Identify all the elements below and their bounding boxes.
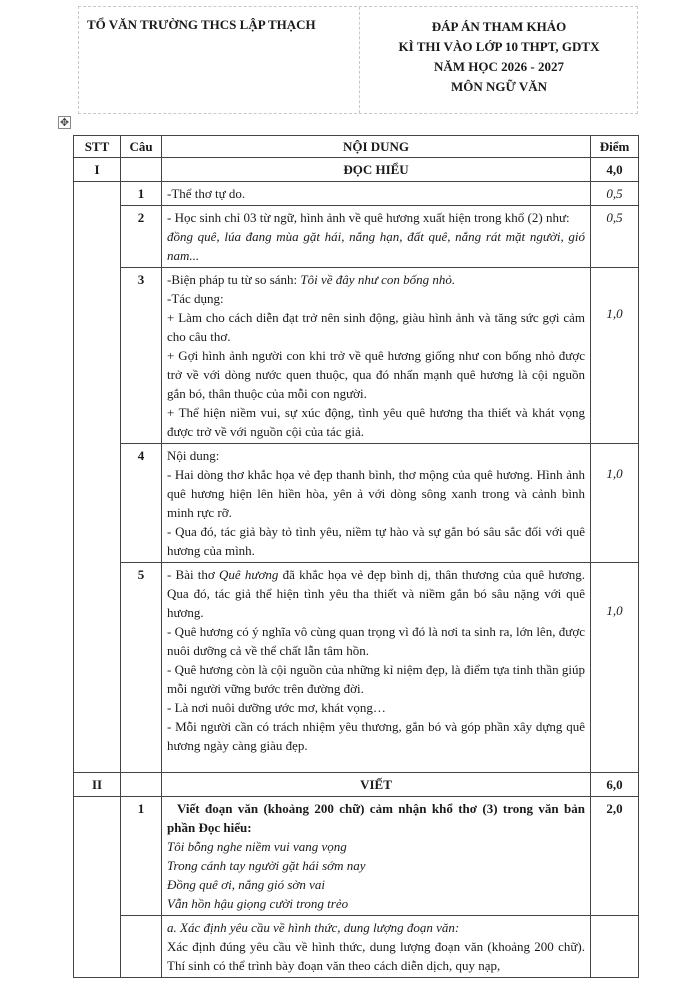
section-title: ĐỌC HIỂU	[162, 158, 591, 182]
answer-prefix: - Bài thơ	[167, 567, 220, 582]
question-number: 5	[121, 563, 162, 773]
answer-line: - Hai dòng thơ khắc họa vẻ đẹp thanh bình, thơ mộng của quê hương. Hình ảnh quê hương hiện lên hiền hòa, yên ả với dòng sông xanh trong và cảnh bình minh rực rỡ.	[167, 467, 585, 520]
document-header	[78, 6, 638, 114]
answer-line: -Thể thơ tự do.	[167, 186, 246, 201]
answer-line-italic: đồng quê, lúa đang mùa gặt hái, nắng hạn, đất quê, nắng rát mặt người, gió nam...	[167, 229, 585, 263]
empty-cell	[121, 773, 162, 797]
question-score: 0,5	[591, 182, 639, 206]
exam-title-line: NĂM HỌC 2026 - 2027	[434, 59, 564, 74]
question-row	[74, 563, 639, 773]
empty-cell	[121, 916, 162, 978]
technique-label: -Biện pháp tu từ so sánh:	[167, 272, 301, 287]
section-score: 6,0	[591, 773, 639, 797]
question-row	[74, 444, 639, 563]
poem-title: Quê hương	[219, 567, 279, 582]
poem-line: Đồng quê ơi, nắng gió sờn vai	[167, 877, 325, 892]
empty-cell	[74, 182, 121, 773]
exam-title-line: KÌ THI VÀO LỚP 10 THPT, GDTX	[398, 39, 600, 54]
answer-line: - Quê hương còn là cội nguồn của những kỉ niệm đẹp, là điểm tựa tinh thần giúp mỗi người vững bước trên đường đời.	[167, 662, 585, 696]
answer-line: + Thể hiện niềm vui, sự xúc động, tình yêu quê hương tha thiết và khát vọng được trở về với nguồn cội của tác giả.	[167, 405, 585, 439]
requirement-row	[74, 916, 639, 978]
section-number: I	[74, 158, 121, 182]
question-row	[74, 268, 639, 444]
section-row-writing	[74, 773, 639, 797]
question-row	[74, 206, 639, 268]
question-score: 1,0	[591, 563, 639, 773]
answer-suffix: đã khắc họa vẻ đẹp bình dị, thân thương của quê hương. Qua đó, tác giả thể hiện tình yêu tha thiết và niềm gắn bó sâu nặng với quê hương.	[167, 567, 585, 620]
answer-line: + Làm cho cách diễn đạt trở nên sinh động, giàu hình ảnh và tăng sức gợi cảm cho câu thơ.	[167, 310, 585, 344]
answer-line: + Gợi hình ảnh người con khi trở về quê hương giống như con bống nhỏ được trở về với dòng nước quen thuộc, qua đó nhấn mạnh quê hương là cội nguồn gắn bó, thân thuộc của mỗi con người.	[167, 348, 585, 401]
question-answer	[162, 268, 591, 444]
exam-title-line: MÔN NGỮ VĂN	[450, 79, 548, 94]
answer-line: - Quê hương có ý nghĩa vô cùng quan trọng vì đó là nơi ta sinh ra, lớn lên, được nuôi dưỡng cả về thể chất lẫn tâm hồn.	[167, 624, 585, 658]
header-score: Điểm	[591, 136, 639, 158]
header-stt: STT	[74, 136, 121, 158]
question-answer	[162, 444, 591, 563]
answer-line	[167, 270, 585, 289]
table-header-row	[74, 136, 639, 158]
question-score: 2,0	[591, 797, 639, 916]
prompt-text: Viết đoạn văn (khoảng 200 chữ) cảm nhận khổ thơ (3) trong văn bản phần Đọc hiểu:	[167, 801, 585, 835]
answer-line: Nội dung:	[167, 448, 220, 463]
section-row-reading	[74, 158, 639, 182]
header-cau: Câu	[121, 136, 162, 158]
answer-line: - Mỗi người cần có trách nhiệm yêu thương, gắn bó và góp phần xây dựng quê hương ngày càng giàu đẹp.	[167, 719, 585, 753]
empty-cell	[121, 158, 162, 182]
question-answer	[162, 563, 591, 773]
question-score: 0,5	[591, 206, 639, 268]
question-number: 4	[121, 444, 162, 563]
school-name: TỔ VĂN TRƯỜNG THCS LẬP THẠCH	[87, 17, 316, 32]
technique-quote: Tôi về đây như con bống nhỏ.	[300, 272, 456, 287]
question-number: 3	[121, 268, 162, 444]
header-content: NỘI DUNG	[162, 136, 591, 158]
question-row	[74, 182, 639, 206]
requirement-content	[162, 916, 591, 978]
question-number: 1	[121, 797, 162, 916]
question-score: 1,0	[591, 444, 639, 563]
section-number: II	[74, 773, 121, 797]
requirement-title: a. Xác định yêu cầu về hình thức, dung lượng đoạn văn:	[167, 920, 460, 935]
answer-table	[73, 135, 639, 978]
poem-line: Tôi bỗng nghe niềm vui vang vọng	[167, 839, 347, 854]
question-number: 1	[121, 182, 162, 206]
poem-line: Trong cánh tay người gặt hái sớm nay	[167, 858, 366, 873]
table-move-icon[interactable]: ✥	[59, 116, 70, 129]
answer-line: - Học sinh chỉ 03 từ ngữ, hình ảnh về quê hương xuất hiện trong khổ (2) như:	[167, 210, 570, 225]
requirement-text: Xác định đúng yêu cầu về hình thức, dung lượng đoạn văn (khoảng 200 chữ). Thí sinh có thể trình bày đoạn văn theo cách diễn dịch, quy nạp,	[167, 939, 585, 973]
answer-line: -Tác dụng:	[167, 291, 224, 306]
header-divider	[359, 7, 360, 113]
empty-cell	[591, 916, 639, 978]
question-row	[74, 797, 639, 916]
empty-cell	[74, 797, 121, 978]
answer-line: - Qua đó, tác giả bày tỏ tình yêu, niềm tự hào và sự gắn bó sâu sắc đối với quê hương của mình.	[167, 524, 585, 558]
section-title: VIẾT	[162, 773, 591, 797]
question-prompt	[162, 797, 591, 916]
exam-title-line: ĐÁP ÁN THAM KHẢO	[431, 19, 567, 34]
question-number: 2	[121, 206, 162, 268]
question-score: 1,0	[591, 268, 639, 444]
question-answer	[162, 182, 591, 206]
section-score: 4,0	[591, 158, 639, 182]
answer-line	[167, 565, 585, 622]
answer-line: - Là nơi nuôi dưỡng ước mơ, khát vọng…	[167, 700, 386, 715]
exam-title-block	[361, 17, 637, 97]
question-answer	[162, 206, 591, 268]
poem-line: Vẫn hồn hậu giọng cười trong trẻo	[167, 896, 349, 911]
